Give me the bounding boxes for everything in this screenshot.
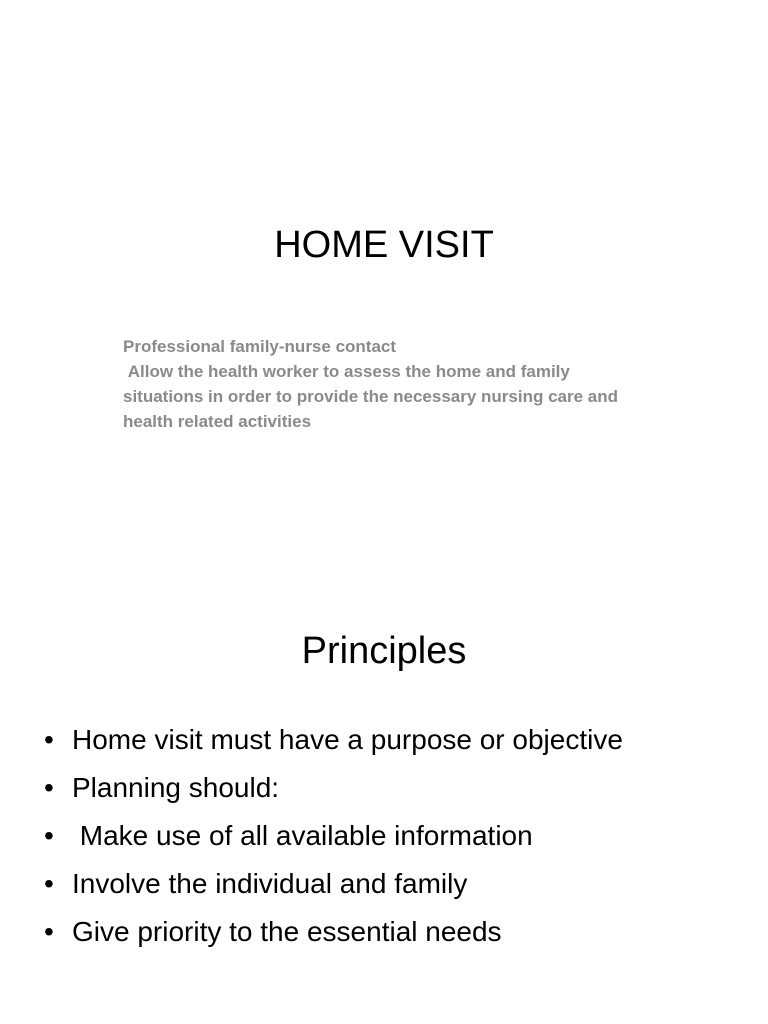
bullet-text: Planning should: <box>72 772 280 803</box>
bullet-text: Give priority to the essential needs <box>72 916 502 947</box>
subtitle-line: Allow the health worker to assess the home and family situations in order to provide the necessary nursing care and <box>123 362 619 406</box>
list-item <box>44 812 744 860</box>
subtitle-line: Professional family-nurse contact <box>123 337 397 356</box>
list-item <box>44 860 744 908</box>
bullet-icon: • <box>44 916 54 947</box>
list-item <box>44 764 744 812</box>
bullet-icon: • <box>44 868 54 899</box>
bullet-text: Involve the individual and family <box>72 868 468 899</box>
slide-subtitle <box>123 334 643 434</box>
bullet-list <box>44 716 744 956</box>
slide-principles <box>0 512 768 1024</box>
list-item <box>44 716 744 764</box>
bullet-icon: • <box>44 820 54 851</box>
bullet-icon: • <box>44 724 54 755</box>
bullet-text: Make use of all available information <box>72 820 533 851</box>
subtitle-line: health related activities <box>123 412 312 431</box>
bullet-icon: • <box>44 772 54 803</box>
slide-title: HOME VISIT <box>274 224 494 266</box>
list-item <box>44 908 744 956</box>
bullet-text: Home visit must have a purpose or objective <box>72 724 623 755</box>
slide-title: Principles <box>301 630 467 672</box>
